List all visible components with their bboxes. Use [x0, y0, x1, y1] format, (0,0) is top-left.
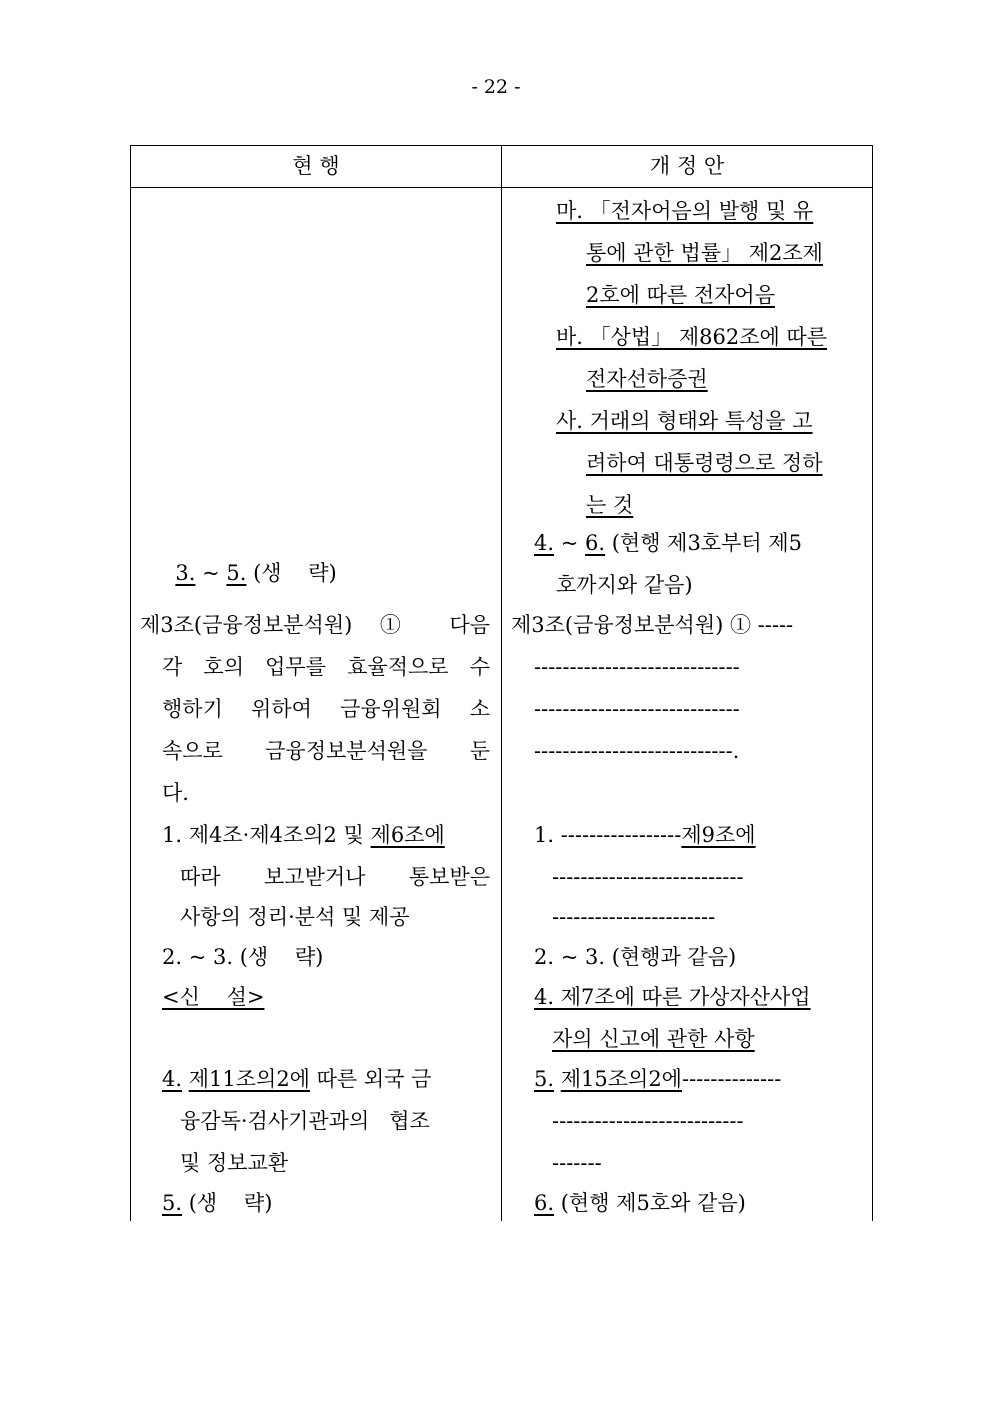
- right-ma-line2: 통에 관한 법률」 제2조제: [586, 241, 823, 265]
- left-article3-line5: 다.: [162, 781, 189, 805]
- column-divider: [501, 145, 502, 1221]
- right-ma-line3: 2호에 따른 전자어음: [586, 283, 775, 307]
- left-article3-line4: 속으로 금융정보분석원을 둔: [162, 739, 490, 763]
- right-item-2-3: 2. ~ 3. (현행과 같음): [534, 945, 737, 969]
- left-item4-line2: 융감독·검사기관과의 협조: [180, 1109, 430, 1133]
- right-sa-line3: 는 것: [586, 493, 634, 517]
- right-article3-line2: -----------------------------: [534, 655, 740, 679]
- right-ma-line1: 마. 「전자어음의 발행 및 유: [556, 199, 814, 223]
- header-current: 현 행: [292, 154, 340, 178]
- header-proposed: 개 정 안: [649, 154, 725, 178]
- right-item6: 6. (현행 제5호와 같음): [534, 1191, 746, 1215]
- left-item4-line1: 4. 제11조의2에 따른 외국 금: [162, 1067, 432, 1091]
- left-item1-line3: 사항의 정리·분석 및 제공: [180, 905, 410, 929]
- right-article3-line3: -----------------------------: [534, 697, 740, 721]
- left-new-marker: <신 설>: [162, 985, 265, 1009]
- right-sa-line2: 려하여 대통령령으로 정하: [586, 451, 823, 475]
- right-item4-line2: 자의 신고에 관한 사항: [552, 1027, 755, 1051]
- right-article3-line1: 제3조(금융정보분석원) ① -----: [511, 613, 794, 637]
- right-ba-line1: 바. 「상법」 제862조에 따른: [556, 325, 828, 349]
- left-item4-line3: 및 정보교환: [180, 1151, 289, 1175]
- right-article3-line4: ----------------------------.: [534, 739, 740, 763]
- left-item1-line2: 따라 보고받거나 통보받은: [180, 865, 490, 889]
- left-item5: 5. (생 략): [162, 1191, 273, 1215]
- left-item-2-3: 2. ~ 3. (생 략): [162, 945, 324, 969]
- right-item5-line2: ---------------------------: [552, 1109, 744, 1133]
- right-item1-line2: ---------------------------: [552, 865, 744, 889]
- left-item-3-5: 3. ~ 5. (생 략): [175, 561, 337, 585]
- left-item1-line1: 1. 제4조·제4조의2 및 제6조에: [162, 823, 445, 847]
- left-article3-line2: 각 호의 업무를 효율적으로 수: [162, 655, 490, 679]
- right-item5-line1: 5. 제15조의2에--------------: [534, 1067, 782, 1091]
- right-ba-line2: 전자선하증권: [586, 367, 708, 391]
- right-sa-line1: 사. 거래의 형태와 특성을 고: [556, 409, 813, 433]
- left-article3-line3: 행하기 위하여 금융위원회 소: [162, 697, 490, 721]
- left-article3-line1: 제3조(금융정보분석원) ① 다음: [140, 613, 490, 637]
- right-item4-line1: 4. 제7조에 따른 가상자산사업: [534, 985, 811, 1009]
- table-right-border: [872, 145, 873, 1221]
- right-item1-line3: -----------------------: [552, 905, 716, 929]
- table-left-border: [130, 145, 131, 1221]
- right-item-4-6-line2: 호까지와 같음): [556, 573, 693, 597]
- page-number: - 22 -: [471, 76, 521, 98]
- right-item1-line1: 1. -----------------제9조에: [534, 823, 756, 847]
- right-item5-line3: -------: [552, 1151, 602, 1175]
- right-item-4-6-line1: 4. ~ 6. (현행 제3호부터 제5: [534, 531, 802, 555]
